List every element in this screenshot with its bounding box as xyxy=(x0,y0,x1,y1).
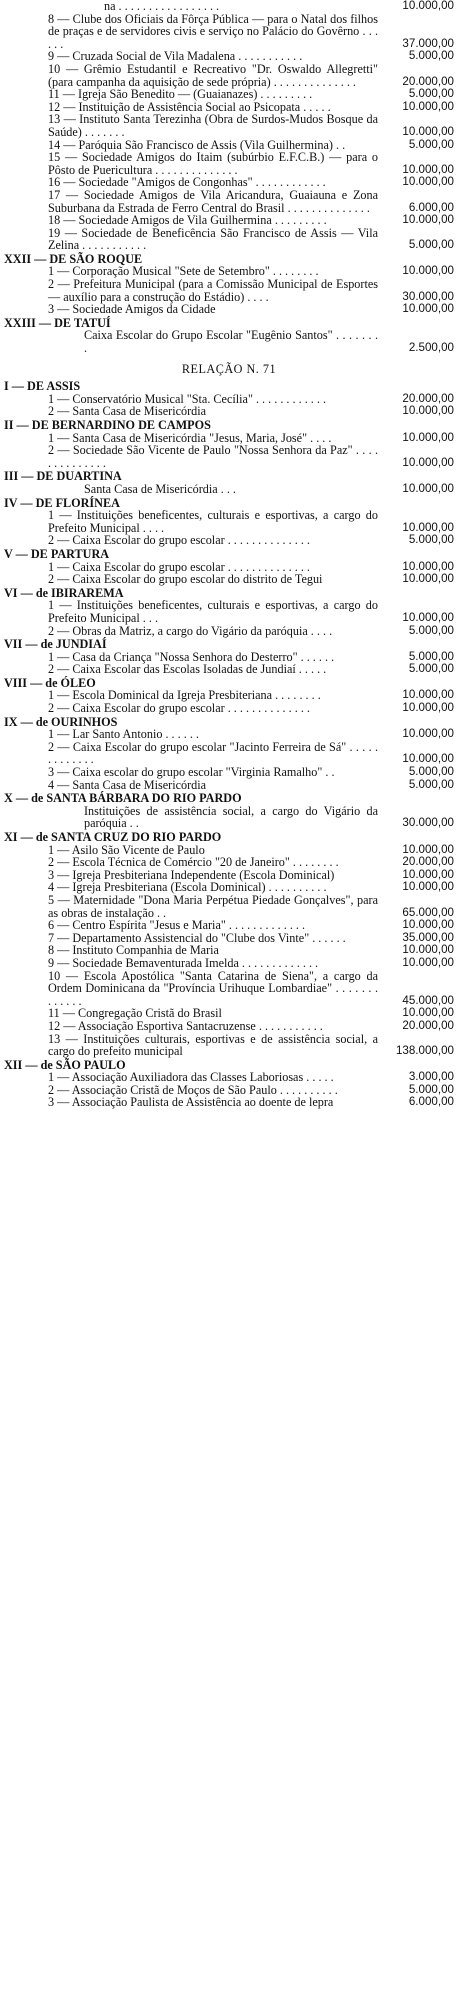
amount-value: 20.000,00 xyxy=(402,391,454,405)
appropriation-row xyxy=(0,728,458,741)
amount-value: 45.000,00 xyxy=(402,993,454,1007)
entry-label: 12 — Instituição de Assistência Social ao Psicopata . . . . . xyxy=(48,99,331,114)
appropriation-row xyxy=(0,919,458,932)
entry-label: 1 — Santa Casa de Misericórdia "Jesus, Maria, José" . . . . xyxy=(48,430,332,445)
relation-heading: RELAÇÃO N. 71 xyxy=(181,361,277,376)
appropriation-row xyxy=(0,741,458,766)
entry-label: 9 — Cruzada Social de Vila Madalena . . . . . . . . . . . xyxy=(48,49,303,64)
amount-value: 10.000,00 xyxy=(402,842,454,856)
section-title: XII — de SÃO PAULO xyxy=(4,1057,126,1072)
entry-label: 2 — Caixa Escolar do grupo escolar . . . . . . . . . . . . . . xyxy=(48,533,310,548)
appropriation-row xyxy=(0,483,458,496)
appropriation-row xyxy=(0,278,458,303)
entry-label: 3 — Caixa escolar do grupo escolar "Virginia Ramalho" . . xyxy=(48,765,335,780)
entry-label: 11 — Igreja São Benedito — (Guaianazes) . . . . . . . . . xyxy=(48,87,313,102)
amount-value: 35.000,00 xyxy=(402,930,454,944)
entry-label: 10 — Grêmio Estudantil e Recreativo "Dr. Oswaldo Allegretti" (para campanha da aquisição de sede própria) . . . . . . . . . . . . . . xyxy=(48,61,378,89)
section-title: IX — de OURINHOS xyxy=(4,714,118,729)
amount-value: 5.000,00 xyxy=(408,623,454,637)
amount-value: 10.000,00 xyxy=(402,727,454,741)
amount-value: 10.000,00 xyxy=(402,559,454,573)
appropriation-row xyxy=(0,663,458,676)
amount-value: 10.000,00 xyxy=(402,1006,454,1020)
amount-value: 10.000,00 xyxy=(402,918,454,932)
entry-label: 2 — Caixa Escolar do grupo escolar . . . . . . . . . . . . . . xyxy=(48,701,310,716)
entry-label: 9 — Sociedade Bemaventurada Imelda . . . . . . . . . . . . . xyxy=(48,955,319,970)
entry-label: 1 — Corporação Musical "Sete de Setembro" . . . . . . . . xyxy=(48,264,319,279)
amount-value: 10.000,00 xyxy=(402,430,454,444)
appropriation-row xyxy=(0,509,458,534)
section-title: III — DE DUARTINA xyxy=(4,469,122,484)
amount-value: 10.000,00 xyxy=(402,404,454,418)
entry-label: 5 — Maternidade "Dona Maria Perpétua Piedade Gonçalves", para as obras de instalação . . xyxy=(48,892,378,920)
appropriation-row xyxy=(0,805,458,830)
appropriation-row xyxy=(0,329,458,354)
entry-label: 3 — Associação Paulista de Assistência ao doente de lepra xyxy=(48,1095,334,1110)
amount-value: 138.000,00 xyxy=(395,1044,454,1058)
appropriation-row xyxy=(0,0,458,13)
section-title: IV — DE FLORÍNEA xyxy=(4,495,120,510)
appropriation-row xyxy=(0,970,458,1008)
entry-label: 17 — Sociedade Amigos de Vila Aricandura, Guaiauna e Zona Suburbana da Estrada de Ferro Central do Brasil . . . . . . . . . . . . . . xyxy=(48,187,378,215)
section-title: V — DE PARTURA xyxy=(4,546,110,561)
entry-label: 4 — Igreja Presbiteriana (Escola Dominical) . . . . . . . . . . xyxy=(48,880,327,895)
amount-value: 5.000,00 xyxy=(408,49,454,63)
entry-label: 1 — Escola Dominical da Igreja Presbiteriana . . . . . . . . xyxy=(48,688,321,703)
entry-label: 16 — Sociedade "Amigos de Congonhas" . . . . . . . . . . . . xyxy=(48,175,326,190)
section-title: II — DE BERNARDINO DE CAMPOS xyxy=(4,418,211,432)
amount-value: 10.000,00 xyxy=(402,481,454,495)
amount-value: 10.000,00 xyxy=(402,572,454,586)
entry-label: 2 — Santa Casa de Misericórdia xyxy=(48,404,207,419)
amount-value: 65.000,00 xyxy=(402,905,454,919)
appropriation-row xyxy=(0,1033,458,1058)
appropriation-row xyxy=(0,599,458,624)
section-heading-row xyxy=(0,548,458,561)
amount-value: 10.000,00 xyxy=(402,520,454,534)
amount-value: 30.000,00 xyxy=(402,816,454,830)
amount-value: 5.000,00 xyxy=(408,238,454,252)
amount-value: 5.000,00 xyxy=(408,137,454,151)
entry-label: Santa Casa de Misericórdia . . . xyxy=(84,481,236,496)
entry-label: 4 — Santa Casa de Misericórdia xyxy=(48,777,207,792)
amount-value: 10.000,00 xyxy=(402,302,454,316)
entry-label: 6 — Centro Espírita "Jesus e Maria" . . . . . . . . . . . . . xyxy=(48,918,306,933)
appropriation-row xyxy=(0,702,458,715)
amount-value: 5.000,00 xyxy=(408,649,454,663)
appropriation-row xyxy=(0,13,458,51)
amount-value: 5.000,00 xyxy=(408,777,454,791)
entry-label: 15 — Sociedade Amigos do Itaim (subúrbio E.F.C.B.) — para o Pôsto de Puericultura . . . . . . . . . . . . . . xyxy=(48,150,378,177)
entry-label: 2 — Caixa Escolar do grupo escolar do distrito de Tegui xyxy=(48,572,323,587)
section-title: XXII — DE SÃO ROQUE xyxy=(4,251,143,266)
entry-label: 1 — Lar Santo Antonio . . . . . . xyxy=(48,727,199,742)
entry-label: na . . . . . . . . . . . . . . . . . xyxy=(104,0,220,13)
amount-value: 5.000,00 xyxy=(408,87,454,101)
entry-label: 1 — Instituições beneficentes, culturais e esportivas, a cargo do Prefeito Municipal . . . . xyxy=(48,508,378,535)
section-title: XXIII — DE TATUÍ xyxy=(4,315,111,330)
entry-label: 11 — Congregação Cristã do Brasil xyxy=(48,1006,222,1021)
amount-value: 10.000,00 xyxy=(402,943,454,957)
entry-label: 8 — Instituto Companhia de Maria xyxy=(48,943,219,958)
amount-value: 10.000,00 xyxy=(402,99,454,113)
amount-value: 10.000,00 xyxy=(402,124,454,138)
entry-label: 13 — Instituto Santa Terezinha (Obra de Surdos-Mudos Bosque da Saúde) . . . . . . . xyxy=(48,112,378,139)
entry-label: 1 — Casa da Criança "Nossa Senhora do Desterro" . . . . . . xyxy=(48,649,335,664)
entry-label: 13 — Instituições culturais, esportivas e de assistência social, a cargo do prefeito municipal xyxy=(48,1031,378,1059)
section-heading-row xyxy=(0,831,458,844)
entry-label: 10 — Escola Apostólica "Santa Catarina de Siena", a cargo da Ordem Dominicana da "Província Urihuque Lombardiae" . . . . . . . . . . . . . xyxy=(48,968,378,1008)
appropriation-row xyxy=(0,303,458,316)
appropriation-row xyxy=(0,779,458,792)
appropriation-row xyxy=(0,894,458,919)
amount-value: 10.000,00 xyxy=(402,610,454,624)
amount-value: 2.500,00 xyxy=(408,341,454,355)
appropriation-row xyxy=(0,1020,458,1033)
section-title: VII — de JUNDIAÍ xyxy=(4,637,107,652)
section-heading-row xyxy=(0,792,458,805)
appropriation-row xyxy=(0,444,458,469)
entry-label: 2 — Caixa Escolar do grupo escolar "Jacinto Ferreira de Sá" . . . . . . . . . . . . . xyxy=(48,739,378,767)
amount-value: 10.000,00 xyxy=(402,455,454,469)
entry-label: 1 — Associação Auxiliadora das Classes Laboriosas . . . . . xyxy=(48,1070,334,1085)
appropriation-row xyxy=(0,573,458,586)
appropriation-row xyxy=(0,189,458,214)
appropriation-row xyxy=(0,113,458,138)
amount-value: 10.000,00 xyxy=(402,701,454,715)
section-title: VIII — de ÓLEO xyxy=(4,675,96,690)
amount-value: 30.000,00 xyxy=(402,289,454,303)
amount-value: 5.000,00 xyxy=(408,765,454,779)
appropriation-row xyxy=(0,405,458,418)
appropriation-row xyxy=(0,534,458,547)
section-title: X — de SANTA BÁRBARA DO RIO PARDO xyxy=(4,791,242,806)
entry-label: 18 — Sociedade Amigos de Vila Guilhermina . . . . . . . . . xyxy=(48,213,327,228)
appropriation-row xyxy=(0,625,458,638)
amount-value: 10.000,00 xyxy=(402,175,454,189)
amount-value: 20.000,00 xyxy=(402,1018,454,1032)
entry-label: 1 — Asilo São Vicente de Paulo xyxy=(48,842,205,857)
appropriation-row xyxy=(0,1096,458,1109)
amount-value: 10.000,00 xyxy=(402,213,454,227)
section-heading-row xyxy=(0,380,458,393)
amount-value: 5.000,00 xyxy=(408,1082,454,1096)
amount-value: 6.000,00 xyxy=(408,200,454,214)
section-title: I — DE ASSIS xyxy=(4,379,81,394)
entry-label: 3 — Sociedade Amigos da Cidade xyxy=(48,302,216,317)
amount-value: 37.000,00 xyxy=(402,36,454,50)
entry-label: 1 — Caixa Escolar do grupo escolar . . . . . . . . . . . . . . xyxy=(48,559,310,574)
entry-label: 1 — Conservatório Musical "Sta. Cecília" . . . . . . . . . . . . xyxy=(48,391,327,406)
entry-label: 14 — Paróquia São Francisco de Assis (Vila Guilhermina) . . xyxy=(48,137,346,152)
amount-value: 10.000,00 xyxy=(402,688,454,702)
entry-label: 2 — Escola Técnica de Comércio "20 de Janeiro" . . . . . . . . xyxy=(48,855,339,870)
appropriation-row xyxy=(0,957,458,970)
appropriation-row xyxy=(0,151,458,176)
amount-value: 5.000,00 xyxy=(408,533,454,547)
amount-value: 3.000,00 xyxy=(408,1070,454,1084)
entry-label: 2 — Associação Cristã de Moços de São Paulo . . . . . . . . . . xyxy=(48,1082,338,1097)
amount-value: 10.000,00 xyxy=(402,955,454,969)
entry-label: 19 — Sociedade de Beneficência São Francisco de Assis — Vila Zelina . . . . . . . . . . . xyxy=(48,225,378,253)
appropriation-row xyxy=(0,1071,458,1084)
entry-label: 7 — Departamento Assistencial do "Clube dos Vinte" . . . . . . xyxy=(48,930,346,945)
appropriation-row xyxy=(0,88,458,101)
entry-label: Instituições de assistência social, a cargo do Vigário da paróquia . . xyxy=(84,803,378,831)
entry-label: 12 — Associação Esportiva Santacruzense . . . . . . . . . . . xyxy=(48,1018,323,1033)
amount-value: 6.000,00 xyxy=(408,1095,454,1109)
entry-label: 2 — Sociedade São Vicente de Paulo "Nossa Senhora da Paz" . . . . . . . . . . . . . . xyxy=(48,443,378,470)
section-title: VI — de IBIRAREMA xyxy=(4,585,124,600)
entry-label: 8 — Clube dos Oficiais da Fôrça Pública — para o Natal dos filhos de praças e de servidores civis e serviço no Palácio do Govêrno . . . . . . xyxy=(48,11,378,51)
entry-label: 2 — Obras da Matriz, a cargo do Vigário da paróquia . . . . xyxy=(48,623,333,638)
entry-label: 2 — Prefeitura Municipal (para a Comissão Municipal de Esportes — auxílio para a construção do Estádio) . . . . xyxy=(48,277,378,304)
amount-value: 10.000,00 xyxy=(402,752,454,766)
entry-label: 2 — Caixa Escolar das Escolas Isoladas de Jundiaí . . . . . xyxy=(48,662,327,677)
section-heading-row xyxy=(0,419,458,432)
section-title: XI — de SANTA CRUZ DO RIO PARDO xyxy=(4,830,222,844)
amount-value: 10.000,00 xyxy=(402,867,454,881)
section-heading-row xyxy=(0,638,458,651)
amount-value: 20.000,00 xyxy=(402,74,454,88)
amount-value: 10.000,00 xyxy=(402,0,454,12)
amount-value: 10.000,00 xyxy=(402,264,454,278)
entry-label: 3 — Igreja Presbiteriana Independente (Escola Dominical) xyxy=(48,867,335,882)
entry-label: Caixa Escolar do Grupo Escolar "Eugênio Santos" . . . . . . . . xyxy=(84,328,378,356)
appropriation-row xyxy=(0,227,458,252)
appropriation-row xyxy=(0,63,458,88)
appropriation-row xyxy=(0,766,458,779)
entry-label: 1 — Instituições beneficentes, culturais e esportivas, a cargo do Prefeito Municipal . . . xyxy=(48,598,378,625)
appropriation-row xyxy=(0,214,458,227)
amount-value: 20.000,00 xyxy=(402,855,454,869)
amount-value: 10.000,00 xyxy=(402,162,454,176)
amount-value: 10.000,00 xyxy=(402,880,454,894)
amount-value: 5.000,00 xyxy=(408,662,454,676)
appropriation-row xyxy=(0,856,458,869)
